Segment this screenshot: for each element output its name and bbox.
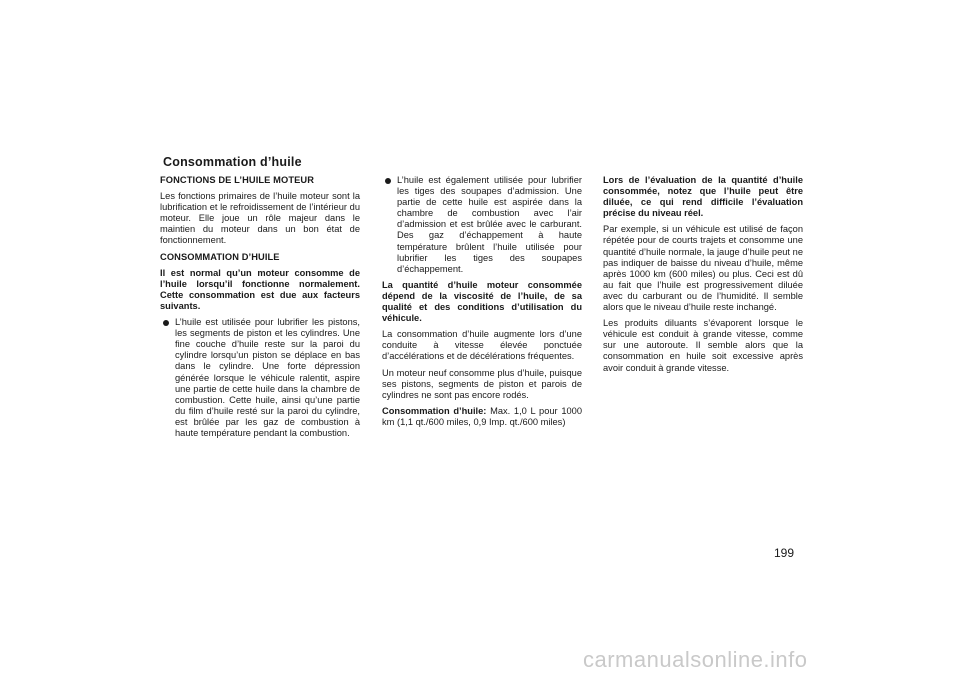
bullet-item-pistons: [160, 317, 360, 439]
paragraph-short-trips: Par exemple, si un véhicule est utilisé de façon répétée pour de courts trajets et consomme une quantité d’huile normale, la jauge d’huile peut ne pas indiquer de baisse du niveau d’huile, même après 1000 km (600 miles) ou plus. Ceci est dû au fait que l’huile est progressivement diluée avec du carburant ou de l’humidité. Il semble alors que le niveau d’huile reste inchangé.: [603, 224, 803, 313]
paragraph-dilution-warning: Lors de l’évaluation de la quantité d’huile consommée, notez que l’huile peut être diluée, ce qui rend difficile l’évaluation précise du niveau réel.: [603, 175, 803, 219]
paragraph-new-engine: Un moteur neuf consomme plus d’huile, puisque ses pistons, segments de piston et parois de cylindres ne sont pas encore rodés.: [382, 367, 582, 400]
spec-oil-consumption: [382, 406, 582, 428]
paragraph-evaporation: Les produits diluants s’évaporent lorsque le véhicule est conduit à grande vitesse, comme sur une autoroute. Il semble alors que la consommation en huile soit excessive après avoir conduit à grande vitesse.: [603, 318, 803, 373]
bullet-item-valve-stems: [382, 175, 582, 275]
bullet-text: L’huile est également utilisée pour lubrifier les tiges des soupapes d’admission. Une partie de cette huile est aspirée dans la chambre de combustion avec l’air d’admission et est brûlée avec le carburant. Des gaz d’échappement à haute température brûlent l’huile utilisée pour lubrifier les tiges des soupapes d’échappement.: [397, 175, 582, 274]
bullet-icon: [385, 178, 391, 184]
spec-label: Consommation d’huile:: [382, 405, 487, 416]
paragraph-consumption-factors: La quantité d’huile moteur consommée dépend de la viscosité de l’huile, de sa qualité et des conditions d’utilisation du véhicule.: [382, 279, 582, 324]
paragraph-normal-consumption: Il est normal qu’un moteur consomme de l’huile lorsqu’il fonctionne normalement. Cette consommation est due aux facteurs suivants.: [160, 267, 360, 311]
bullet-text: L’huile est utilisée pour lubrifier les pistons, les segments de piston et les cylindres. Une fine couche d’huile reste sur la paroi du cylindre lorsqu’un piston se déplace en bas dans le cylindre. Une forte dépression générée lorsque le véhicule ralentit, aspire une partie de cette huile dans la chambre de combustion. Cette huile, ainsi qu’une partie du film d’huile resté sur la paroi du cylindre, est brûlée par les gaz de combustion à haute température pendant la combustion.: [175, 317, 360, 438]
paragraph-high-speed: La consommation d’huile augmente lors d’une conduite à vitesse élevée ponctuée d’accélérations et de décélérations fréquentes.: [382, 329, 582, 362]
spec-value: Max. 1,0 L pour 1000 km (1,1 qt./600 miles, 0,9 Imp. qt./600 miles): [382, 405, 583, 427]
paragraph-oil-functions: Les fonctions primaires de l’huile moteur sont la lubrification et le refroidissement de l’intérieur du moteur. Elle joue un rôle majeur dans le maintien du moteur dans un bon état de fonctionnement.: [160, 191, 360, 246]
page-number: 199: [774, 546, 795, 560]
column-3: [603, 175, 803, 379]
column-2: [382, 175, 582, 433]
watermark: carmanualsonline.info: [583, 647, 808, 672]
heading-engine-oil-functions: FONCTIONS DE L’HUILE MOTEUR: [160, 175, 315, 185]
column-1: [160, 175, 360, 444]
bullet-icon: [163, 320, 169, 326]
section-title: Consommation d’huile: [163, 155, 302, 169]
heading-oil-consumption: CONSOMMATION D’HUILE: [160, 251, 280, 262]
